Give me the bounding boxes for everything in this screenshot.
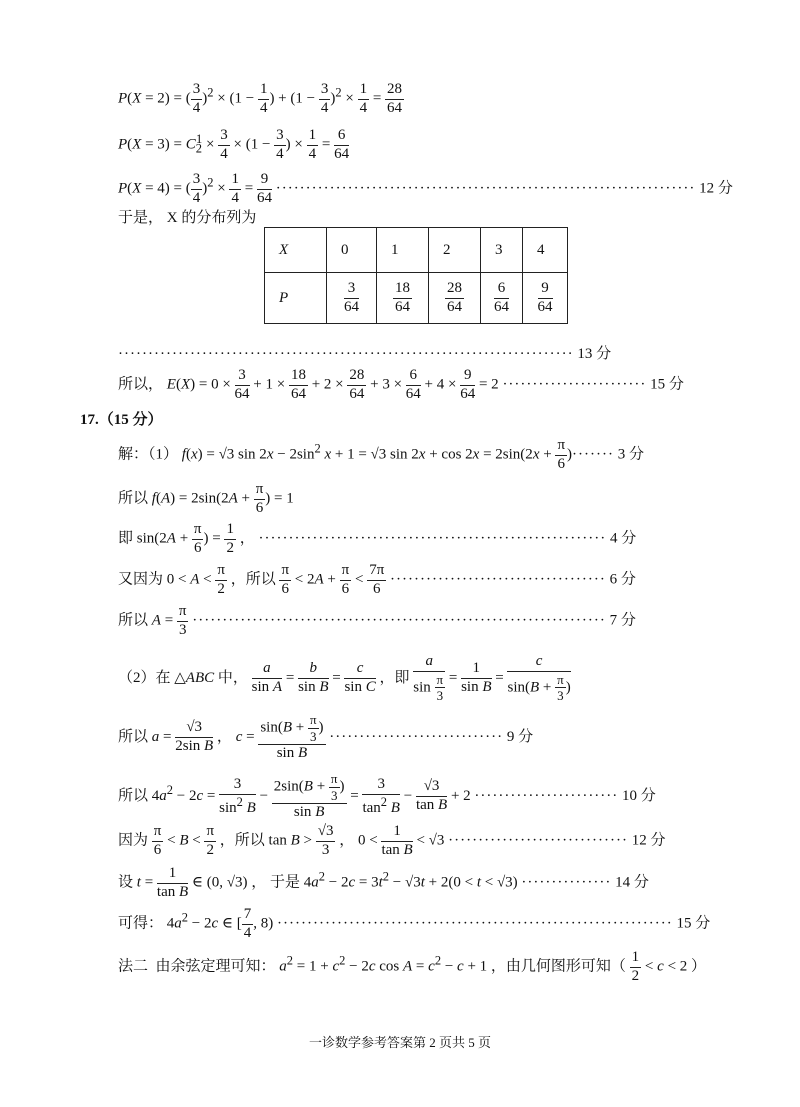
- table-p-value: $\frac{28}{64}$: [429, 273, 481, 324]
- solution-line-2: 所以 f(A) = 2sin(2A + $\frac{\pi}{6}$ ) = 1: [118, 481, 294, 516]
- table-p-value: $\frac{9}{64}$: [523, 273, 568, 324]
- solution-line-10: 设 t = $\frac{1}{\text{tan B}}$ ∈ (0, √3) ， 于是 $4a^2 - 2c = 3t^2 - √3t + 2(0 < t < √3)$ ··············· 14 分: [118, 865, 649, 900]
- dots-13: ············································································ 13 分: [118, 346, 612, 362]
- table-p-value: $\frac{6}{64}$: [481, 273, 523, 324]
- table-x-label: X: [265, 228, 327, 273]
- table-x-value: 4: [523, 228, 568, 273]
- expectation-line: 所以， E(X) = 0 × $\frac{3}{64}$ + 1 × $\frac{18}{64}$ + 2 × $\frac{28}{64}$ + 3 × $\frac{6}{64}$ + 4 × $\frac{9}{64}$ = 2 ························ 15 分: [118, 367, 684, 402]
- solution-line-5: 所以 A = $\frac{\pi}{3}$ ····································································· 7 分: [118, 603, 636, 638]
- prob-x4-line: P(X = 4) = ( $\frac{3}{4}$ )$^2$ × $\frac{1}{4}$ = $\frac{9}{64}$ ······································································ 12 分: [118, 171, 733, 206]
- prob-x3-line: $P(X = 3) = C_2^1$ × $\frac{3}{4}$ × (1 − $\frac{3}{4}$ ) × $\frac{1}{4}$ = $\frac{6}{64}$: [118, 127, 350, 162]
- table-p-label: P: [265, 273, 327, 324]
- question-17: 17.（15 分）: [80, 412, 163, 428]
- table-x-value: 1: [377, 228, 429, 273]
- solution-line-6: （2）在 △ABC 中， $\frac{a}{\text{sin A}}$ = $\frac{b}{\text{sin B}}$ = $\frac{c}{\text{sin C}}$ ，即 a sin $\frac{\pi}{3}$ = $\frac{1}{\text{sin B}}$ = c sin(B + $\frac{\pi}{3}$ ): [118, 653, 571, 704]
- table-p-value: $\frac{18}{64}$: [377, 273, 429, 324]
- solution-line-12: 法二 由余弦定理可知： $a^2 = 1 + c^2 - 2c$ $\cos A = c^2 - c + 1$ ，由几何图形可知（ $\frac{1}{2}$ < c < 2 ）: [118, 949, 707, 984]
- table-x-value: 3: [481, 228, 523, 273]
- solution-line-9: 因为 $\frac{\pi}{6}$ < B < $\frac{\pi}{2}$ ，所以 tan B > $\frac{√3}{3}$ ， 0 < $\frac{1}{\text{tan B}}$ < √3 ······························ 12 分: [118, 823, 666, 858]
- prob-x2-line: P(X = 2) = ( $\frac{3}{4}$ )$^2$ × (1 − $\frac{1}{4}$ ) + (1 − $\frac{3}{4}$ )$^2$ × $\frac{1}{4}$ = $\frac{28}{64}$: [118, 81, 403, 116]
- table-x-value: 0: [327, 228, 377, 273]
- solution-line-11: 可得： $4a^2 - 2c$ ∈ [ $\frac{7}{4}$ , 8) ·································································· 15 分: [118, 906, 711, 941]
- solution-line-1: 解：（1） f(x) = √3 $\sin 2x - 2\sin^2$ x + 1 = √3 sin 2x + cos 2x = 2sin(2x + $\frac{\pi}{6}$ )······· 3 分: [118, 437, 645, 472]
- solution-line-4: 又因为 0 < A < $\frac{\pi}{2}$ ，所以 $\frac{\pi}{6}$ < 2A + $\frac{\pi}{6}$ < $\frac{7\pi}{6}$ ···································· 6 分: [118, 562, 636, 597]
- solution-line-3: 即 sin(2A + $\frac{\pi}{6}$ ) = $\frac{1}{2}$ ， ·························································· 4 分: [118, 521, 637, 556]
- table-p-value: $\frac{3}{64}$: [327, 273, 377, 324]
- solution-line-8: 所以 $4a^2 - 2c$ = $\frac{3}{\sin^2 B}$ − 2sin(B + $\frac{\pi}{3}$ ) sin B = $\frac{3}{\tan^2 B}$ − $\frac{√3}{\text{tan B}}$ + 2 ························ 10 分: [118, 771, 656, 821]
- page-footer: 一诊数学参考答案第 2 页共 5 页: [308, 1035, 491, 1050]
- table-x-value: 2: [429, 228, 481, 273]
- distribution-table: [264, 227, 568, 324]
- table-intro: 于是， X 的分布列为: [118, 210, 257, 226]
- solution-line-7: 所以 a = $\frac{√3}{\text{2sin B}}$ ， c = sin(B + $\frac{\pi}{3}$ ) sin B ····························· 9 分: [118, 712, 534, 762]
